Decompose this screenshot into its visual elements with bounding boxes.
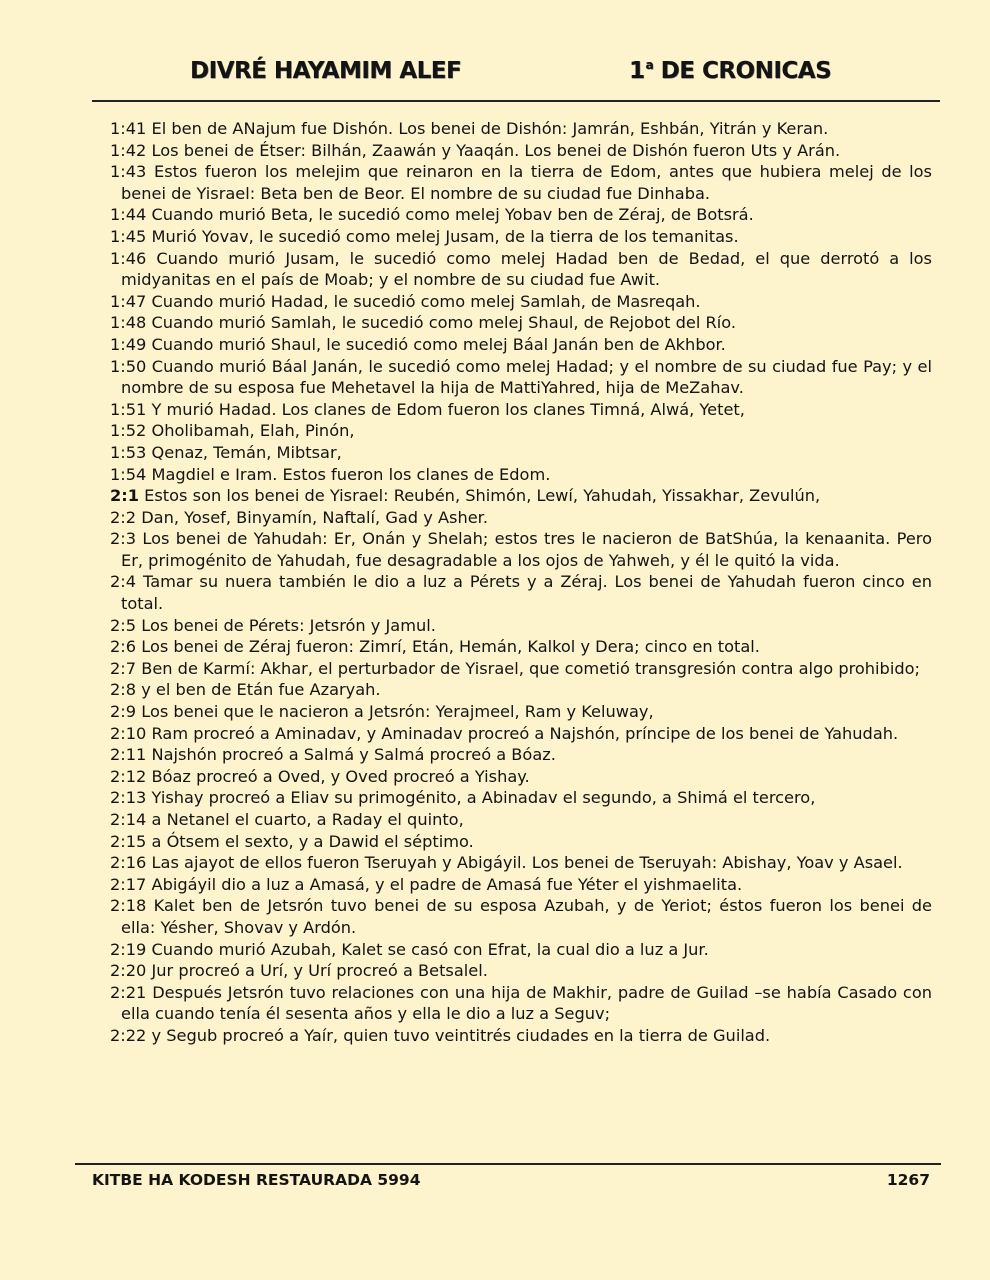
verse-reference: 2:16 [110, 853, 147, 873]
verse [110, 1025, 932, 1047]
verse-reference: 1:48 [110, 313, 147, 333]
verse-reference: 2:7 [110, 658, 137, 678]
verse [110, 744, 932, 766]
verse-text: Ram procreó a Aminadav, y Aminadav procreó a Najshón, príncipe de los benei de Yahudah. [146, 723, 899, 743]
verse [110, 334, 932, 356]
verse [110, 701, 932, 723]
verse-text: Kalet ben de Jetsrón tuvo benei de su esposa Azubah, y de Yeriot; éstos fueron los benei de ella: Yésher, Shovav y Ardón. [121, 896, 932, 937]
verse-text: a Netanel el cuarto, a Raday el quinto, [146, 810, 464, 829]
verse-text: Los benei de Pérets: Jetsrón y Jamul. [136, 615, 436, 635]
verse-reference: 2:21 [110, 982, 147, 1002]
verse [110, 658, 932, 680]
page-number: 1267 [886, 1171, 930, 1189]
verse-text: Los benei de Zéraj fueron: Zimrí, Etán, Hemán, Kalkol y Dera; cinco en total. [136, 637, 760, 657]
verse [110, 485, 932, 507]
verse-text: Cuando murió Beta, le sucedió como melej Yobav ben de Zéraj, de Botsrá. [146, 205, 754, 225]
verse-text: Cuando murió Jusam, le sucedió como melej Hadad ben de Bedad, el que derrotó a los midyanitas en el país de Moab; y el nombre de su ciudad fue Awit. [121, 248, 932, 290]
verse-text: a Ótsem el sexto, y a Dawid el séptimo. [146, 831, 474, 851]
verse-text: Los benei que le nacieron a Jetsrón: Yerajmeel, Ram y Keluway, [136, 702, 654, 722]
verse [110, 831, 932, 853]
verse [110, 852, 932, 874]
book-title-suffix: DE CRONICAS [653, 58, 832, 84]
verse [110, 679, 932, 701]
verse-reference: 2:22 [110, 1025, 147, 1045]
verse-reference: 2:5 [110, 615, 137, 635]
verse [110, 939, 932, 961]
verse-text: Qenaz, Temán, Mibtsar, [146, 442, 342, 462]
verse [110, 399, 932, 421]
verse-text: Cuando murió Hadad, le sucedió como melej Samlah, de Masreqah. [146, 291, 701, 311]
verse [110, 161, 932, 204]
verse-reference: 2:9 [110, 702, 137, 722]
verse-reference: 2:18 [110, 896, 147, 916]
verse-reference: 2:14 [110, 810, 147, 829]
book-title-spanish [629, 58, 831, 84]
verse-reference: 2:6 [110, 637, 137, 657]
verse [110, 528, 932, 571]
verse [110, 356, 932, 399]
verse-text: Oholibamah, Elah, Pinón, [146, 421, 355, 441]
verse-text: Jur procreó a Urí, y Urí procreó a Betsalel. [146, 961, 488, 981]
verse-reference: 2:17 [110, 874, 147, 894]
verse [110, 204, 932, 226]
verse-reference: 1:52 [110, 421, 147, 441]
verse-text: Cuando murió Báal Janán, le sucedió como melej Hadad; y el nombre de su ciudad fue Pay; y el nombre de su esposa fue Mehetavel la hija de MattiYahred, hija de MeZahav. [121, 356, 932, 398]
verse-text: Cuando murió Samlah, le sucedió como melej Shaul, de Rejobot del Río. [146, 313, 736, 333]
verse-reference: 1:45 [110, 226, 147, 246]
verse [110, 874, 932, 896]
verse [110, 442, 932, 464]
verse [110, 464, 932, 486]
verse-reference: 2:11 [110, 745, 147, 765]
verse-text: Las ajayot de ellos fueron Tseruyah y Abigáyil. Los benei de Tseruyah: Abishay, Yoav y Asael. [146, 853, 903, 873]
verse-reference: 1:50 [110, 356, 147, 376]
verse-text: Abigáyil dio a luz a Amasá, y el padre de Amasá fue Yéter el yishmaelita. [146, 874, 743, 894]
verse-text: Y murió Hadad. Los clanes de Edom fueron los clanes Timná, Alwá, Yetet, [146, 399, 745, 419]
book-number: 1 [629, 58, 645, 84]
verse-text: Después Jetsrón tuvo relaciones con una hija de Makhir, padre de Guilad –se había Casado con ella cuando tenía él sesenta años y ella le dio a luz a Seguv; [121, 982, 932, 1024]
verse [110, 895, 932, 938]
verse-reference: 1:54 [110, 464, 147, 484]
book-title-hebrew: DIVRÉ HAYAMIM ALEF [190, 58, 462, 84]
header-rule [92, 100, 940, 102]
verse-text: Tamar su nuera también le dio a luz a Pérets y a Zéraj. Los benei de Yahudah fueron cinco en total. [121, 572, 932, 614]
verse [110, 766, 932, 788]
verse-reference: 2:8 [110, 680, 137, 700]
verse-reference: 2:19 [110, 939, 147, 959]
footer-title: KITBE HA KODESH RESTAURADA 5994 [92, 1171, 421, 1189]
verse [110, 787, 932, 809]
verse [110, 960, 932, 982]
ordinal-suffix: a [645, 58, 654, 72]
verse-text: y Segub procreó a Yaír, quien tuvo veintitrés ciudades en la tierra de Guilad. [146, 1025, 771, 1045]
verse-reference: 2:3 [110, 529, 137, 549]
verse-text: Cuando murió Azubah, Kalet se casó con Efrat, la cual dio a luz a Jur. [146, 939, 709, 959]
verse-reference: 1:49 [110, 334, 147, 354]
verse-reference: 2:12 [110, 766, 147, 786]
verse-text: Dan, Yosef, Binyamín, Naftalí, Gad y Asher. [136, 507, 488, 527]
verse [110, 312, 932, 334]
verse-text: Cuando murió Shaul, le sucedió como melej Báal Janán ben de Akhbor. [146, 334, 726, 354]
verse-text: Los benei de Yahudah: Er, Onán y Shelah; estos tres le nacieron de BatShúa, la kenaanita. Pero Er, primogénito de Yahudah, fue desagradable a los ojos de Yahweh, y él le quitó la vida. [121, 529, 932, 570]
verse-text: El ben de ANajum fue Dishón. Los benei de Dishón: Jamrán, Eshbán, Yitrán y Keran. [146, 119, 829, 138]
verse [110, 723, 932, 745]
verse-reference: 1:43 [110, 162, 147, 182]
verse [110, 982, 932, 1025]
verse-reference: 1:44 [110, 205, 147, 225]
verse [110, 615, 932, 637]
footer-rule [75, 1163, 941, 1165]
page-header [92, 58, 940, 100]
verse [110, 507, 932, 529]
verse [110, 636, 932, 658]
verse-reference: 2:15 [110, 831, 147, 851]
verse-list [110, 118, 932, 1047]
verse-reference: 2:13 [110, 788, 147, 808]
verse-text: Estos son los benei de Yisrael: Reubén, Shimón, Lewí, Yahudah, Yissakhar, Zevulún, [139, 486, 821, 506]
verse-text: Najshón procreó a Salmá y Salmá procreó a Bóaz. [146, 745, 556, 765]
verse-reference: 2:20 [110, 961, 147, 981]
verse [110, 291, 932, 313]
verse-text: Bóaz procreó a Oved, y Oved procreó a Yishay. [146, 766, 530, 786]
verse-text: Murió Yovav, le sucedió como melej Jusam, de la tierra de los temanitas. [146, 226, 739, 246]
verse [110, 571, 932, 614]
verse-reference: 2:1 [110, 486, 139, 506]
verse-reference: 1:51 [110, 399, 147, 419]
verse-reference: 1:41 [110, 119, 147, 138]
verse-reference: 1:42 [110, 140, 147, 160]
verse-text: Magdiel e Iram. Estos fueron los clanes de Edom. [146, 464, 551, 484]
verse [110, 420, 932, 442]
verse [110, 118, 932, 140]
verse-text: Estos fueron los melejim que reinaron en la tierra de Edom, antes que hubiera melej de los benei de Yisrael: Beta ben de Beor. El nombre de su ciudad fue Dinhaba. [121, 162, 932, 203]
verse-text: Los benei de Étser: Bilhán, Zaawán y Yaaqán. Los benei de Dishón fueron Uts y Arán. [146, 140, 841, 160]
verse-reference: 2:4 [110, 572, 137, 592]
verse-reference: 2:2 [110, 507, 137, 527]
verse-reference: 1:53 [110, 442, 147, 462]
verse-reference: 2:10 [110, 723, 147, 743]
verse [110, 809, 932, 831]
verse [110, 248, 932, 291]
verse-reference: 1:47 [110, 291, 147, 311]
verse [110, 226, 932, 248]
verse-text: Yishay procreó a Eliav su primogénito, a Abinadav el segundo, a Shimá el tercero, [146, 788, 816, 808]
verse-reference: 1:46 [110, 248, 147, 268]
verse [110, 140, 932, 162]
verse-text: y el ben de Etán fue Azaryah. [136, 680, 381, 700]
verse-text: Ben de Karmí: Akhar, el perturbador de Yisrael, que cometió transgresión contra algo prohibido; [136, 658, 920, 678]
